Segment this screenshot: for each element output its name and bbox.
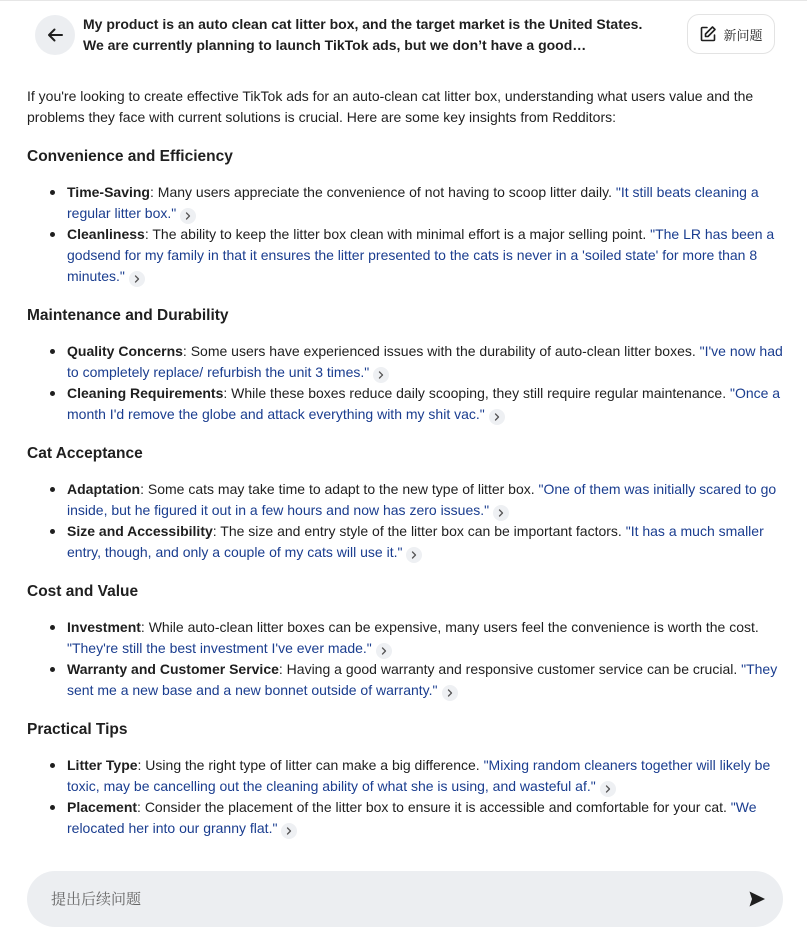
edit-square-icon: [699, 25, 717, 43]
reddit-quote: "I've now had to completely replace/ refurbish the unit 3 times.": [67, 343, 783, 380]
chevron-right-icon: [285, 827, 293, 835]
reddit-quote: "Once a month I'd remove the globe and attack everything with my shit vac.": [67, 385, 781, 422]
list-item: [27, 341, 787, 383]
source-expand-button[interactable]: [493, 505, 509, 521]
reddit-quote: "It has a much smaller entry, though, and only a couple of my cats will use it.": [67, 523, 764, 560]
list-item: [27, 659, 787, 701]
reddit-quote: "We relocated her into our granny flat.": [67, 799, 757, 836]
list-item: [27, 182, 787, 224]
insight-term: Quality Concerns: [67, 343, 183, 359]
insight-term: Placement: [67, 799, 138, 815]
list-item: [27, 224, 787, 287]
insight-text: : Many users appreciate the convenience of not having to scoop litter daily.: [150, 184, 616, 200]
conversation-title: My product is an auto clean cat litter box, and the target market is the United States. We are currently planning to launch TikTok ads, but we don’t have a good…: [83, 16, 643, 53]
section-title: Convenience and Efficiency: [27, 148, 233, 165]
section-title: Maintenance and Durability: [27, 307, 229, 324]
list-item: [27, 479, 787, 521]
chevron-right-icon: [380, 647, 388, 655]
chevron-right-icon: [493, 413, 501, 421]
chevron-right-icon: [497, 509, 505, 517]
follow-up-input[interactable]: [51, 871, 711, 927]
source-expand-button[interactable]: [376, 643, 392, 659]
back-button[interactable]: [35, 15, 75, 55]
insight-term: Size and Accessibility: [67, 523, 213, 539]
insight-list: [27, 341, 787, 425]
insight-text: : Some cats may take time to adapt to the new type of litter box.: [140, 481, 539, 497]
reddit-quote: "One of them was initially scared to go inside, but he figured it out in a few hours and now has zero issues.": [67, 481, 777, 518]
list-item: [27, 521, 787, 563]
source-expand-button[interactable]: [129, 271, 145, 287]
insight-text: : Having a good warranty and responsive customer service can be crucial.: [278, 661, 742, 677]
insight-list: [27, 755, 787, 839]
source-expand-button[interactable]: [281, 823, 297, 839]
insight-term: Warranty and Customer Service: [67, 661, 279, 677]
new-question-button[interactable]: [687, 14, 775, 54]
source-expand-button[interactable]: [406, 547, 422, 563]
insight-term: Cleaning Requirements: [67, 385, 224, 401]
insight-text: : The ability to keep the litter box clean with minimal effort is a major selling point.: [144, 226, 651, 242]
insight-term: Time-Saving: [67, 184, 150, 200]
list-item: [27, 617, 787, 659]
list-item: [27, 755, 787, 797]
insight-term: Investment: [67, 619, 141, 635]
source-expand-button[interactable]: [180, 208, 196, 224]
send-button[interactable]: [745, 887, 769, 911]
section-title: Cat Acceptance: [27, 445, 143, 462]
source-expand-button[interactable]: [442, 685, 458, 701]
follow-up-bar: [27, 871, 783, 927]
reddit-quote: "It still beats cleaning a regular litter box.": [67, 184, 759, 221]
insight-text: : The size and entry style of the litter box can be important factors.: [212, 523, 626, 539]
list-item: [27, 797, 787, 839]
send-icon: [748, 890, 766, 908]
insight-text: : While these boxes reduce daily scooping, they still require regular maintenance.: [223, 385, 730, 401]
source-expand-button[interactable]: [600, 781, 616, 797]
chat-header: [0, 0, 807, 66]
insight-list: [27, 479, 787, 563]
chevron-right-icon: [377, 371, 385, 379]
insight-text: : While auto-clean litter boxes can be expensive, many users feel the convenience is worth the cost.: [140, 619, 759, 635]
insight-list: [27, 617, 787, 701]
answer-content: [27, 86, 787, 857]
chevron-right-icon: [604, 785, 612, 793]
source-expand-button[interactable]: [373, 367, 389, 383]
insight-term: Adaptation: [67, 481, 141, 497]
new-question-label: 新问题: [723, 27, 763, 43]
sections-container: [27, 146, 787, 839]
list-item: [27, 383, 787, 425]
insight-list: [27, 182, 787, 287]
section-title: Cost and Value: [27, 583, 139, 600]
insight-text: : Some users have experienced issues with the durability of auto-clean litter boxes.: [182, 343, 700, 359]
arrow-left-icon: [45, 25, 65, 45]
reddit-quote: "The LR has been a godsend for my family in that it ensures the litter presented to the cats is never in a 'soiled state' for more than 8 minutes.": [67, 226, 775, 284]
reddit-quote: "Mixing random cleaners together will likely be toxic, may be cancelling out the cleaning ability of what she is using, and wasteful af.": [67, 757, 771, 794]
insight-term: Litter Type: [67, 757, 138, 773]
reddit-quote: "They sent me a new base and a new bonnet outside of warranty.": [67, 661, 778, 698]
chevron-right-icon: [446, 689, 454, 697]
insight-text: : Consider the placement of the litter box to ensure it is accessible and comfortable for your cat.: [137, 799, 731, 815]
section-title: Practical Tips: [27, 721, 128, 738]
chevron-right-icon: [410, 551, 418, 559]
chevron-right-icon: [184, 212, 192, 220]
intro-paragraph: If you're looking to create effective TikTok ads for an auto-clean cat litter box, understanding what users value and the problems they face with current solutions is crucial. Here are some key insights from Redditors:: [27, 88, 754, 125]
insight-text: : Using the right type of litter can make a big difference.: [137, 757, 484, 773]
chevron-right-icon: [133, 275, 141, 283]
reddit-quote: "They're still the best investment I've ever made.": [67, 640, 372, 656]
source-expand-button[interactable]: [489, 409, 505, 425]
insight-term: Cleanliness: [67, 226, 145, 242]
